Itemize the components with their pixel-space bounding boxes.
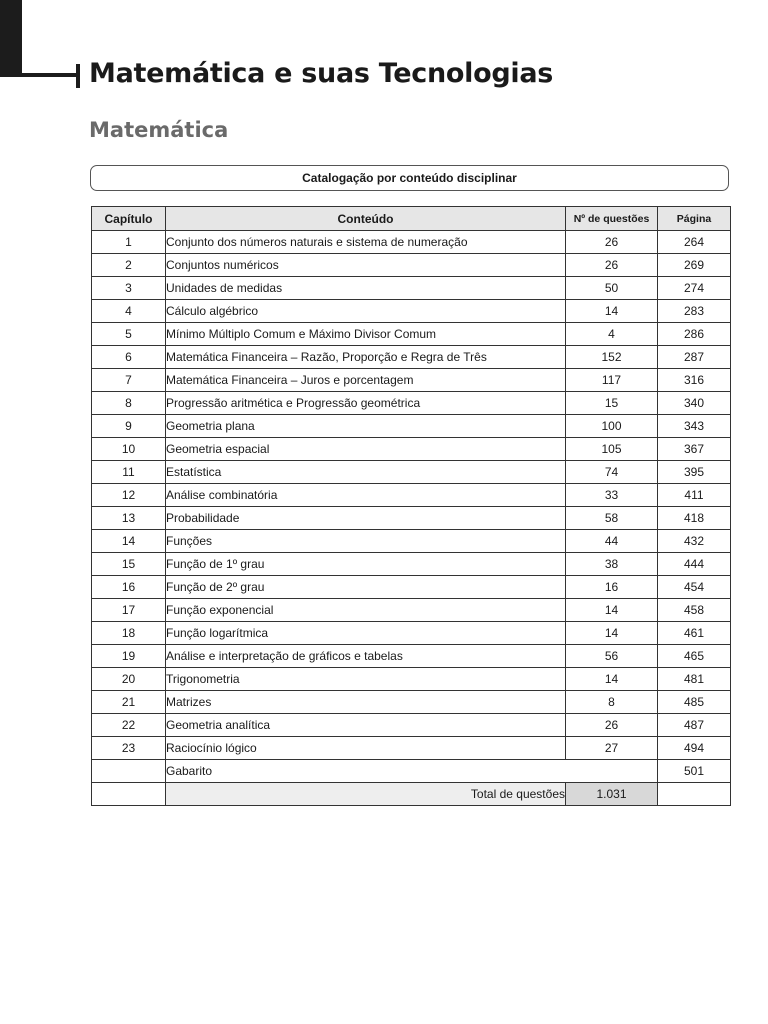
cell-page: 485 [658, 691, 731, 714]
cell-content: Função de 2º grau [166, 576, 566, 599]
cell-content: Matemática Financeira – Juros e porcentagem [166, 369, 566, 392]
cell-questions: 8 [566, 691, 658, 714]
cell-questions: 100 [566, 415, 658, 438]
cell-chapter: 17 [92, 599, 166, 622]
cell-chapter: 8 [92, 392, 166, 415]
cell-page: 454 [658, 576, 731, 599]
table-row [92, 668, 731, 691]
cell-page: 411 [658, 484, 731, 507]
cell-content: Trigonometria [166, 668, 566, 691]
table-row [92, 392, 731, 415]
cell-page: 274 [658, 277, 731, 300]
cell-questions: 15 [566, 392, 658, 415]
cell-page: 432 [658, 530, 731, 553]
cell-page: 395 [658, 461, 731, 484]
cell-content: Conjuntos numéricos [166, 254, 566, 277]
table-row [92, 231, 731, 254]
cell-questions: 4 [566, 323, 658, 346]
cell-page: 283 [658, 300, 731, 323]
cell-content: Raciocínio lógico [166, 737, 566, 760]
cell-chapter: 10 [92, 438, 166, 461]
cell-chapter: 23 [92, 737, 166, 760]
table-row [92, 576, 731, 599]
table-row [92, 415, 731, 438]
cell-page: 264 [658, 231, 731, 254]
cell-questions: 26 [566, 714, 658, 737]
table-row [92, 438, 731, 461]
table-row [92, 737, 731, 760]
cell-questions: 50 [566, 277, 658, 300]
total-row [92, 783, 731, 806]
table-row [92, 369, 731, 392]
cell-page: 340 [658, 392, 731, 415]
cell-content: Mínimo Múltiplo Comum e Máximo Divisor Comum [166, 323, 566, 346]
cell-chapter: 15 [92, 553, 166, 576]
cell-questions: 26 [566, 231, 658, 254]
total-value: 1.031 [566, 783, 658, 806]
cell-chapter: 3 [92, 277, 166, 300]
cell-chapter: 20 [92, 668, 166, 691]
cell-content: Análise combinatória [166, 484, 566, 507]
cell-content: Geometria espacial [166, 438, 566, 461]
cell-questions: 56 [566, 645, 658, 668]
empty-cell [92, 783, 166, 806]
column-header-content: Conteúdo [166, 207, 566, 231]
column-header-page: Página [658, 207, 731, 231]
table-row [92, 300, 731, 323]
table-row [92, 553, 731, 576]
table-row [92, 254, 731, 277]
cell-content: Matemática Financeira – Razão, Proporção e Regra de Três [166, 346, 566, 369]
cell-content: Progressão aritmética e Progressão geométrica [166, 392, 566, 415]
answer-key-row [92, 760, 731, 783]
table-row [92, 530, 731, 553]
cell-page: 494 [658, 737, 731, 760]
cell-chapter: 4 [92, 300, 166, 323]
catalog-caption-text: Catalogação por conteúdo disciplinar [302, 171, 517, 185]
cell-questions: 14 [566, 599, 658, 622]
table-row [92, 599, 731, 622]
cell-chapter: 19 [92, 645, 166, 668]
cell-questions: 16 [566, 576, 658, 599]
cell-content: Função exponencial [166, 599, 566, 622]
cell-questions: 152 [566, 346, 658, 369]
table-row [92, 484, 731, 507]
cell-chapter: 12 [92, 484, 166, 507]
cell-page: 487 [658, 714, 731, 737]
table-row [92, 507, 731, 530]
cell-questions: 14 [566, 668, 658, 691]
answer-key-label: Gabarito [166, 760, 658, 783]
cell-chapter: 9 [92, 415, 166, 438]
cell-page: 367 [658, 438, 731, 461]
cell-content: Unidades de medidas [166, 277, 566, 300]
cell-questions: 58 [566, 507, 658, 530]
cell-chapter: 1 [92, 231, 166, 254]
cell-content: Geometria analítica [166, 714, 566, 737]
cell-chapter: 16 [92, 576, 166, 599]
page-title: Matemática e suas Tecnologias [89, 58, 554, 89]
cell-questions: 14 [566, 300, 658, 323]
cell-content: Matrizes [166, 691, 566, 714]
cell-chapter: 18 [92, 622, 166, 645]
cell-questions: 117 [566, 369, 658, 392]
cell-questions: 14 [566, 622, 658, 645]
catalog-table-body [92, 231, 731, 806]
cell-content: Geometria plana [166, 415, 566, 438]
cell-page: 316 [658, 369, 731, 392]
table-row [92, 622, 731, 645]
table-row [92, 323, 731, 346]
cell-questions: 33 [566, 484, 658, 507]
cell-questions: 74 [566, 461, 658, 484]
cell-chapter: 5 [92, 323, 166, 346]
section-title: Matemática [89, 118, 229, 142]
cell-questions: 105 [566, 438, 658, 461]
corner-decoration-line [22, 73, 78, 77]
empty-cell [658, 783, 731, 806]
cell-chapter: 2 [92, 254, 166, 277]
cell-content: Funções [166, 530, 566, 553]
table-row [92, 277, 731, 300]
cell-chapter: 21 [92, 691, 166, 714]
cell-content: Função de 1º grau [166, 553, 566, 576]
cell-page: 343 [658, 415, 731, 438]
cell-page: 287 [658, 346, 731, 369]
cell-page: 465 [658, 645, 731, 668]
cell-page: 286 [658, 323, 731, 346]
cell-content: Análise e interpretação de gráficos e tabelas [166, 645, 566, 668]
catalog-table [91, 206, 731, 806]
cell-page: 458 [658, 599, 731, 622]
table-row [92, 645, 731, 668]
column-header-questions: Nº de questões [566, 207, 658, 231]
cell-questions: 27 [566, 737, 658, 760]
cell-page: 269 [658, 254, 731, 277]
cell-page: 418 [658, 507, 731, 530]
cell-chapter: 11 [92, 461, 166, 484]
cell-questions: 44 [566, 530, 658, 553]
cell-content: Estatística [166, 461, 566, 484]
cell-chapter: 14 [92, 530, 166, 553]
cell-chapter: 13 [92, 507, 166, 530]
cell-questions: 26 [566, 254, 658, 277]
cell-page: 481 [658, 668, 731, 691]
cell-page: 461 [658, 622, 731, 645]
table-row [92, 714, 731, 737]
corner-decoration-tick [76, 64, 80, 88]
table-row [92, 461, 731, 484]
cell-questions: 38 [566, 553, 658, 576]
cell-content: Probabilidade [166, 507, 566, 530]
cell-chapter: 6 [92, 346, 166, 369]
corner-decoration-block [0, 0, 22, 77]
empty-cell [92, 760, 166, 783]
table-row [92, 691, 731, 714]
cell-chapter: 22 [92, 714, 166, 737]
cell-chapter: 7 [92, 369, 166, 392]
cell-content: Conjunto dos números naturais e sistema de numeração [166, 231, 566, 254]
table-row [92, 346, 731, 369]
table-header-row [92, 207, 731, 231]
cell-content: Função logarítmica [166, 622, 566, 645]
cell-page: 444 [658, 553, 731, 576]
column-header-chapter: Capítulo [92, 207, 166, 231]
catalog-caption [90, 165, 729, 191]
answer-key-page: 501 [658, 760, 731, 783]
cell-content: Cálculo algébrico [166, 300, 566, 323]
total-label: Total de questões [166, 783, 566, 806]
